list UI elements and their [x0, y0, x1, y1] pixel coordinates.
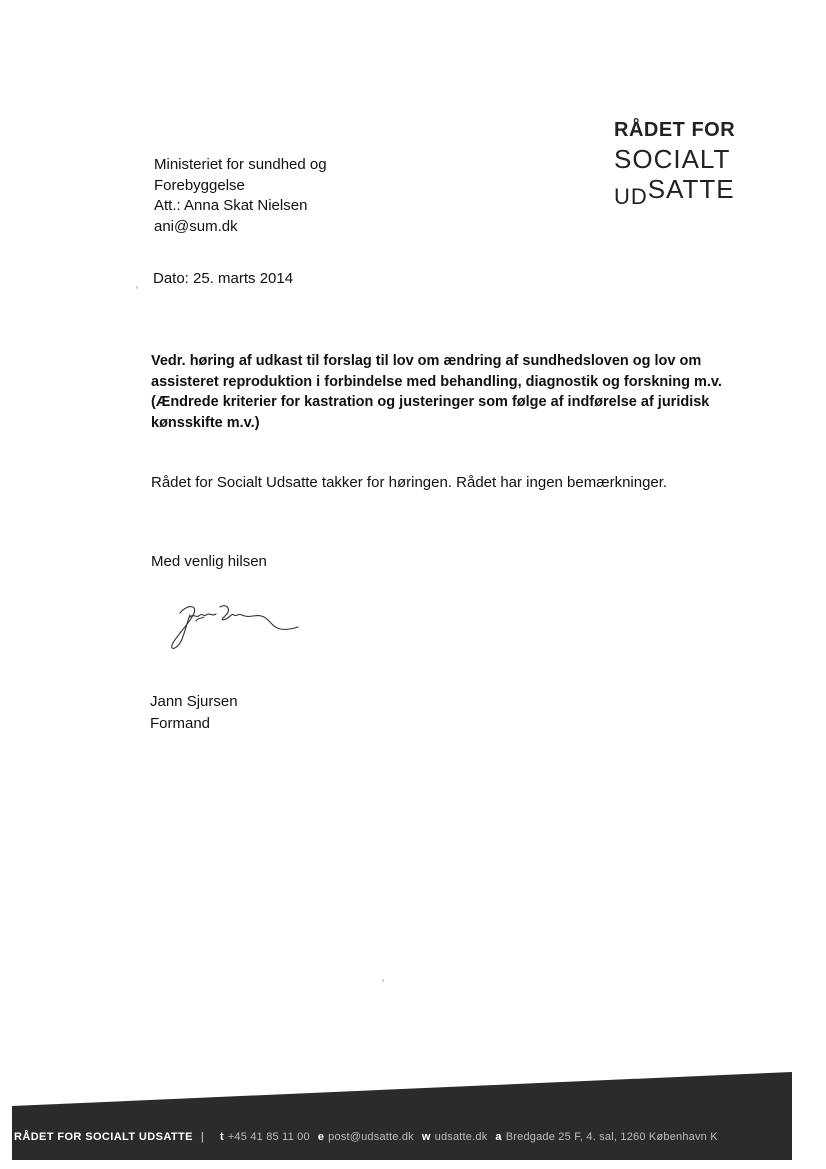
footer-email: post@udsatte.dk — [328, 1131, 414, 1143]
recipient-line-1: Ministeriet for sundhed og — [154, 156, 327, 173]
footer-email-key: e — [317, 1131, 325, 1143]
signer-title: Formand — [150, 715, 211, 732]
logo-satte: SATTE — [647, 174, 735, 204]
recipient-email: ani@sum.dk — [154, 217, 238, 235]
subject-line-3: (Ændrede kriterier for kastration og justeringer som følge af indførelse af juridisk — [151, 394, 710, 410]
recipient-line-3: Att.: Anna Skat Nielsen — [154, 197, 308, 214]
footer-phone: +45 41 85 11 00 — [227, 1131, 310, 1143]
subject-line-4: kønsskifte m.v.) — [151, 414, 260, 431]
footer-contact — [14, 1131, 794, 1143]
logo-line-2: SOCIALT — [614, 144, 731, 174]
letter-closing: Med venlig hilsen — [151, 553, 267, 570]
logo-line-1: RÅDET FOR — [614, 119, 736, 141]
logo-ud: UD — [614, 184, 648, 209]
footer-separator: | — [200, 1131, 204, 1143]
recipient-line-2: Forebyggelse — [154, 176, 245, 194]
footer-organization: RÅDET FOR SOCIALT UDSATTE — [14, 1131, 193, 1143]
footer-address-key: a — [495, 1131, 502, 1143]
footer-web-key: w — [421, 1131, 431, 1143]
footer-phone-key: t — [219, 1131, 224, 1143]
letter-body: Rådet for Socialt Udsatte takker for høringen. Rådet har ingen bemærkninger. — [151, 474, 668, 491]
subject-line-1: Vedr. høring af udkast til forslag til lov om ændring af sundhedsloven og lov om — [151, 353, 702, 369]
footer-address: Bredgade 25 F, 4. sal, 1260 København K — [505, 1131, 718, 1143]
letter-date: Dato: 25. marts 2014 — [153, 270, 294, 287]
signer-name: Jann Sjursen — [150, 693, 238, 710]
subject-line-2: assisteret reproduktion i forbindelse med behandling, diagnostik og forskning m.v. — [151, 373, 722, 390]
footer-website: udsatte.dk — [434, 1131, 488, 1143]
